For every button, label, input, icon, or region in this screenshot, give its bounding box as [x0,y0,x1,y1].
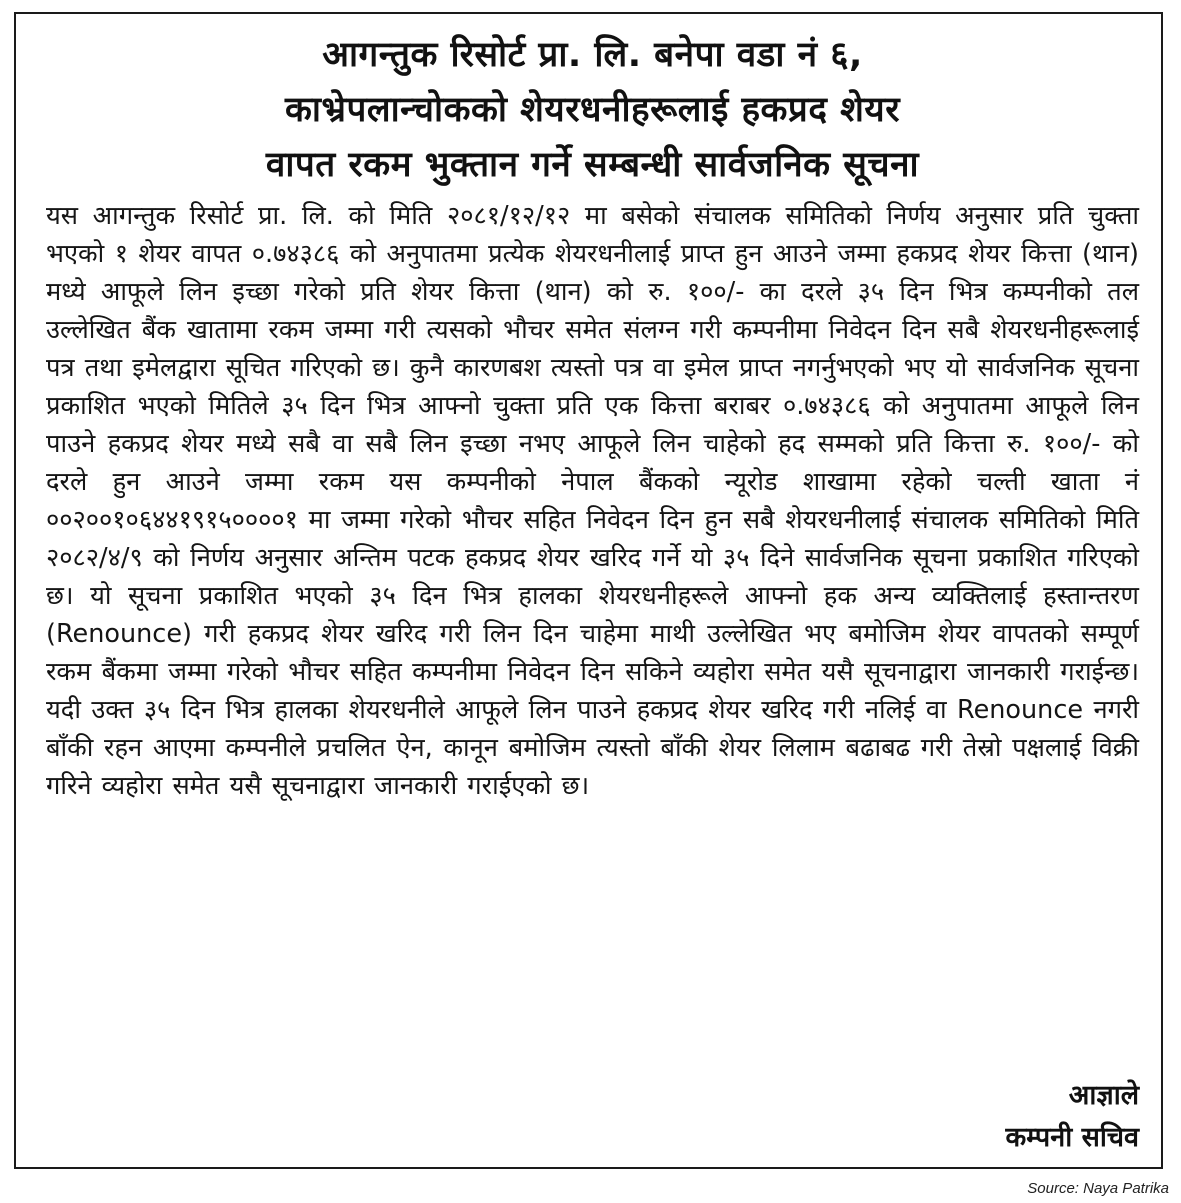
notice-body: यस आगन्तुक रिसोर्ट प्रा. लि. को मिति २०८१/१२/१२ मा बसेको संचालक समितिको निर्णय अनुसार प्रति चुक्ता भएको १ शेयर वापत ०.७४३८६ को अनुपातमा प्रत्येक शेयरधनीलाई प्राप्त हुन आउने जम्मा हकप्रद शेयर कित्ता (थान) मध्ये आफूले लिन इच्छा गरेको प्रति शेयर कित्ता (थान) को रु. १००/- का दरले ३५ दिन भित्र कम्पनीको तल उल्लेखित बैंक खातामा रकम जम्मा गरी त्यसको भौचर समेत संलग्न गरी कम्पनीमा निवेदन दिन सबै शेयरधनीहरूलाई पत्र तथा इमेलद्वारा सूचित गरिएको छ। कुनै कारणबश त्यस्तो पत्र वा इमेल प्राप्त नगर्नुभएको भए यो सार्वजनिक सूचना प्रकाशित भएको मितिले ३५ दिन भित्र आफ्नो चुक्ता प्रति एक कित्ता बराबर ०.७४३८६ को अनुपातमा आफूले लिन पाउने हकप्रद शेयर मध्ये सबै वा सबै लिन इच्छा नभए आफूले लिन चाहेको हद सम्मको प्रति कित्ता रु. १००/- को दरले हुन आउने जम्मा रकम यस कम्पनीको नेपाल बैंकको न्यूरोड शाखामा रहेको चल्ती खाता नं ००२००१०६४४१९१५००००१ मा जम्मा गरेको भौचर सहित निवेदन दिन हुन सबै शेयरधनीलाई संचालक समितिको मिति २०८२/४/९ को निर्णय अनुसार अन्तिम पटक हकप्रद शेयर खरिद गर्ने यो ३५ दिने सार्वजनिक सूचना प्रकाशित गरिएको छ। यो सूचना प्रकाशित भएको ३५ दिन भित्र हालका शेयरधनीहरूले आफ्नो हक अन्य व्यक्तिलाई हस्तान्तरण (Renounce) गरी हकप्रद शेयर खरिद गरी लिन दिन चाहेमा माथी उल्लेखित भए बमोजिम शेयर वापतको सम्पूर्ण रकम बैंकमा जम्मा गरेको भौचर सहित कम्पनीमा निवेदन दिन सकिने व्यहोरा समेत यसै सूचनाद्वारा जानकारी गराईन्छ। यदी उक्त ३५ दिन भित्र हालका शेयरधनीले आफूले लिन पाउने हकप्रद शेयर खरिद गरी नलिई वा Renounce नगरी बाँकी रहन आएमा कम्पनीले प्रचलित ऐन, कानून बमोजिम त्यस्तो बाँकी शेयर लिलाम बढाबढ गरी तेस्रो पक्षलाई विक्री गरिने व्यहोरा समेत यसै सूचनाद्वारा जानकारी गराईएको छ। [46,201,1139,801]
public-notice [14,12,1163,1169]
title-line-1: आगन्तुक रिसोर्ट प्रा. लि. बनेपा वडा नं ६, [322,35,863,75]
signature-by-order: आज्ञाले [1068,1080,1139,1111]
title-line-2: काभ्रेपलान्चोकको शेयरधनीहरूलाई हकप्रद शेयर [284,90,901,130]
source-credit: Source: Naya Patrika [1027,1180,1169,1197]
signature-company-secretary: कम्पनी सचिव [1005,1122,1139,1153]
signature-block [1006,1075,1139,1159]
title-line-3: वापत रकम भुक्तान गर्ने सम्बन्धी सार्वजनिक सूचना [265,145,920,185]
notice-title [46,28,1139,193]
